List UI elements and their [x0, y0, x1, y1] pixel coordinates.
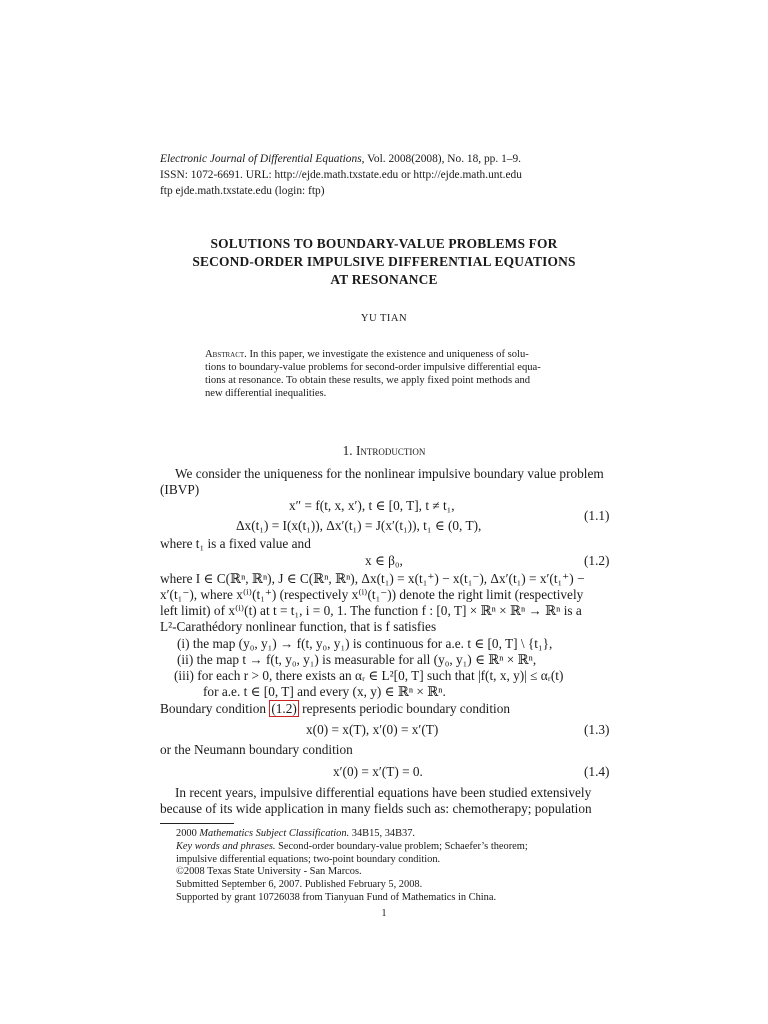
paper-title-line3: AT RESONANCE: [330, 272, 438, 287]
abstract-line2: tions to boundary-value problems for second-order impulsive differential equa-: [205, 362, 541, 373]
journal-header-line2: ISSN: 1072-6691. URL: http://ejde.math.txstate.edu or http://ejde.math.unt.edu: [160, 169, 522, 181]
boundary-condition-text: Boundary condition: [160, 701, 270, 716]
footnote-submitted: Submitted September 6, 2007. Published February 5, 2008.: [176, 879, 423, 890]
equation-1-2: x ∈ β₀,: [365, 553, 403, 568]
boundary-condition-text-rest: represents periodic boundary condition: [298, 701, 511, 716]
journal-name: Electronic Journal of Differential Equations: [160, 153, 362, 165]
paper-title-line1: SOLUTIONS TO BOUNDARY-VALUE PROBLEMS FOR: [210, 236, 558, 251]
equation-number-1-3: (1.3): [584, 722, 610, 737]
footnote-divider: [160, 823, 234, 824]
abstract-text-1: In this paper, we investigate the existence and uniqueness of solu-: [246, 349, 529, 360]
body-line-definitions-4: L²-Carathédory nonlinear function, that is f satisfies: [160, 619, 437, 634]
footnote-copyright: ©2008 Texas State University - San Marcos.: [176, 866, 362, 877]
where-line: where t₁ is a fixed value and: [160, 536, 311, 551]
page-number: 1: [381, 908, 387, 919]
footnote-keywords: [176, 841, 528, 852]
journal-header-line3: ftp ejde.math.txstate.edu (login: ftp): [160, 185, 325, 197]
list-item-iii: (iii) for each r > 0, there exists an αᵣ ∈ L²[0, T] such that |f(t, x, y)| ≤ αᵣ(t): [174, 668, 564, 683]
section-title: Introduction: [355, 443, 426, 458]
section-heading: [0, 443, 768, 459]
body-line-definitions-3: left limit) of x⁽ⁱ⁾(t) at t = t₁, i = 0, 1. The function f : [0, T] × ℝⁿ × ℝⁿ → ℝⁿ is a: [160, 603, 582, 618]
list-item-i: (i) the map (y₀, y₁) → f(t, y₀, y₁) is continuous for a.e. t ∈ [0, T] \ {t₁},: [177, 636, 553, 651]
section-number: 1.: [342, 443, 353, 458]
equation-1-1-b: Δx(t₁) = I(x(t₁)), Δx′(t₁) = J(x′(t₁)), t₁ ∈ (0, T),: [236, 518, 482, 533]
boundary-condition-line: [160, 701, 510, 717]
equation-1-1-a: x″ = f(t, x, x′), t ∈ [0, T], t ≠ t₁,: [289, 498, 455, 513]
body-paragraph1-line2: (IBVP): [160, 482, 200, 497]
body-line-definitions-2: x′(t₁⁻), where x⁽ⁱ⁾(t₁⁺) (respectively x⁽ⁱ⁾(t₁⁻)) denote the right limit (respectively: [160, 587, 584, 602]
footnote-msc-year: 2000: [176, 828, 200, 839]
body-paragraph2-line1: In recent years, impulsive differential equations have been studied extensively: [175, 785, 592, 800]
equation-number-1-2: (1.2): [584, 553, 610, 568]
paper-title-line2: SECOND-ORDER IMPULSIVE DIFFERENTIAL EQUATIONS: [192, 254, 576, 269]
equation-1-3: x(0) = x(T), x′(0) = x′(T): [306, 722, 439, 737]
footnote-grant: Supported by grant 10726038 from Tianyuan Fund of Mathematics in China.: [176, 892, 497, 903]
equation-number-1-1: (1.1): [584, 508, 610, 523]
journal-header-line1: [160, 152, 521, 167]
equation-reference-link[interactable]: (1.2): [271, 701, 297, 716]
footnote-msc-codes: 34B15, 34B37.: [349, 828, 416, 839]
journal-volume-info: , Vol. 2008(2008), No. 18, pp. 1–9.: [361, 153, 522, 165]
footnote-keywords-continued: impulsive differential equations; two-point boundary condition.: [176, 854, 441, 865]
footnote-keywords-label: Key words and phrases.: [176, 841, 276, 852]
list-item-ii: (ii) the map t → f(t, y₀, y₁) is measurable for all (y₀, y₁) ∈ ℝⁿ × ℝⁿ,: [177, 652, 537, 667]
abstract-label: Abstract.: [205, 349, 247, 360]
author-name: YU TIAN: [360, 313, 408, 324]
body-line-definitions-1: where I ∈ C(ℝⁿ, ℝⁿ), J ∈ C(ℝⁿ, ℝⁿ), Δx(t₁) = x(t₁⁺) − x(t₁⁻), Δx′(t₁) = x′(t₁⁺) −: [160, 571, 585, 586]
equation-number-1-4: (1.4): [584, 764, 610, 779]
abstract-line1: [205, 348, 529, 361]
footnote-keywords-text: Second-order boundary-value problem; Schaefer’s theorem;: [275, 841, 528, 852]
abstract-line4: new differential inequalities.: [205, 388, 327, 399]
equation-1-4: x′(0) = x′(T) = 0.: [333, 764, 423, 779]
body-paragraph2-line2: because of its wide application in many fields such as: chemotherapy; population: [160, 801, 592, 816]
neumann-line: or the Neumann boundary condition: [160, 742, 353, 757]
footnote-msc-label: Mathematics Subject Classification.: [199, 828, 350, 839]
list-item-iii-continuation: for a.e. t ∈ [0, T] and every (x, y) ∈ ℝⁿ × ℝⁿ.: [203, 684, 446, 699]
body-paragraph1-line1: We consider the uniqueness for the nonlinear impulsive boundary value problem: [175, 466, 604, 481]
footnote-msc: [176, 828, 415, 839]
abstract-line3: tions at resonance. To obtain these results, we apply fixed point methods and: [205, 375, 531, 386]
